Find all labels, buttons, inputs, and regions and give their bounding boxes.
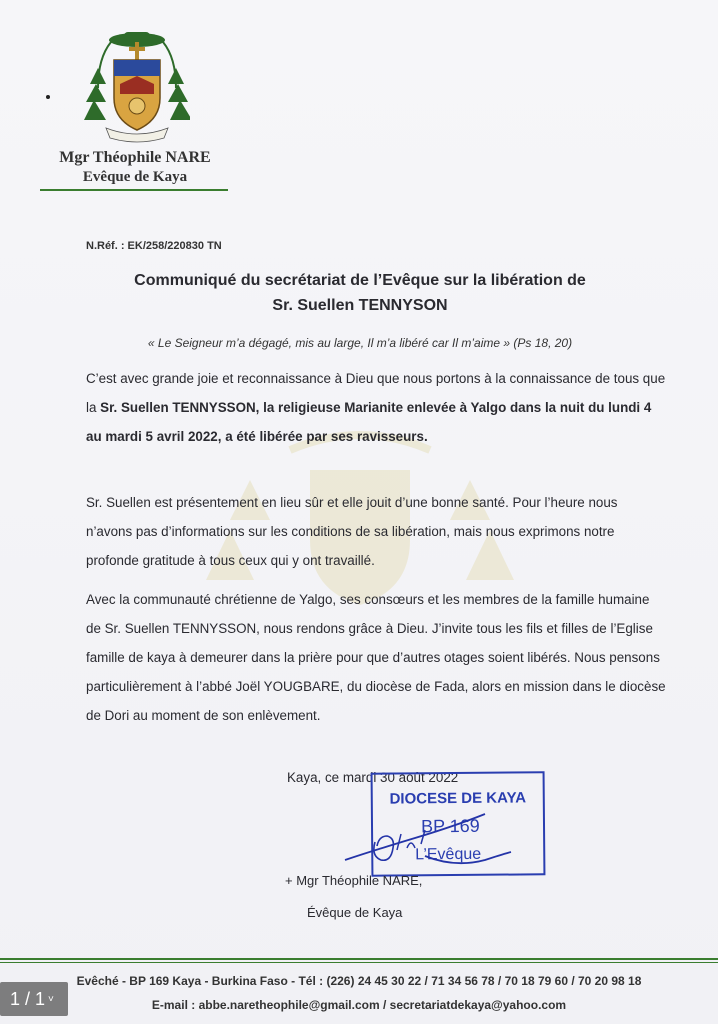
signer-title: Évêque de Kaya: [307, 905, 403, 920]
title-line-1: Communiqué du secrétariat de l’Evêque sur la libération de: [134, 272, 586, 289]
date-line: Kaya, ce mardi 30 août 2022: [287, 770, 459, 785]
header-bishop-title: Evêque de Kaya: [82, 169, 188, 185]
scripture-quote: « Le Seigneur m’a dégagé, mis au large, Il m’a libéré car Il m’aime » (Ps 18, 20): [147, 336, 573, 350]
header-rule: [40, 189, 228, 191]
paragraph-3: Avec la communauté chrétienne de Yalgo, ses consœurs et les membres de la famille humaine de Sr. Suellen TENNYSSON, nous rendons grâce à Dieu. J’invite tous les fils et filles de l’Eglise famille de kaya à demeurer dans la prière pour que d’autres otages soient libérés. Nous pensons particulièrement à l’abbé Joël YOUGBARE, du diocèse de Fada, alors en mission dans le diocèse de Dori au moment de son enlèvement.: [86, 592, 666, 723]
footer-rule: [0, 958, 718, 960]
stray-mark: [46, 95, 50, 99]
handwritten-signature: [335, 790, 545, 880]
signer-name: + Mgr Théophile NARE,: [285, 873, 423, 888]
page-indicator-label: 1 / 1: [10, 989, 46, 1009]
stamp-line-2: BP 169: [420, 815, 480, 837]
chevron-down-icon[interactable]: ˅: [48, 994, 54, 1006]
header-bishop-name: Mgr Théophile NARE: [59, 149, 211, 166]
page-indicator[interactable]: [0, 982, 68, 1016]
footer-email: E-mail : abbe.naretheophile@gmail.com / secretariatdekaya@yahoo.com: [151, 998, 567, 1012]
paragraph-1-bold: Sr. Suellen TENNYSSON, la religieuse Marianite enlevée à Yalgo dans la nuit du lundi 4 au mardi 5 avril 2022, a été libérée par ses ravisseurs.: [86, 400, 652, 444]
paragraph-1-lead: C’est avec grande joie et reconnaissance à Dieu que nous portons à la connaissance de tous que la: [86, 371, 666, 415]
paragraph-2: Sr. Suellen est présentement en lieu sûr et elle jouit d’une bonne santé. Pour l’heure nous n’avons pas d’informations sur les conditions de sa libération, mais nous exprimons notre profonde gratitude à tous ceux qui y ont travaillé.: [86, 495, 618, 568]
reference-number: N.Réf. : EK/258/220830 TN: [86, 240, 222, 252]
coat-of-arms-logo: [84, 28, 190, 146]
footer-rule-thin: [0, 962, 718, 963]
document-title: [60, 268, 660, 318]
paragraph-1: [86, 364, 666, 451]
stamp-line-1: DIOCESE DE KAYA: [389, 789, 527, 808]
footer-address: Evêché - BP 169 Kaya - Burkina Faso - Tél : (226) 24 45 30 22 / 71 34 56 78 / 70 18 79 60 / 70 20 98 18: [76, 974, 642, 988]
title-line-2: Sr. Suellen TENNYSON: [272, 297, 448, 314]
stamp-line-3: L’Evêque: [415, 845, 482, 864]
